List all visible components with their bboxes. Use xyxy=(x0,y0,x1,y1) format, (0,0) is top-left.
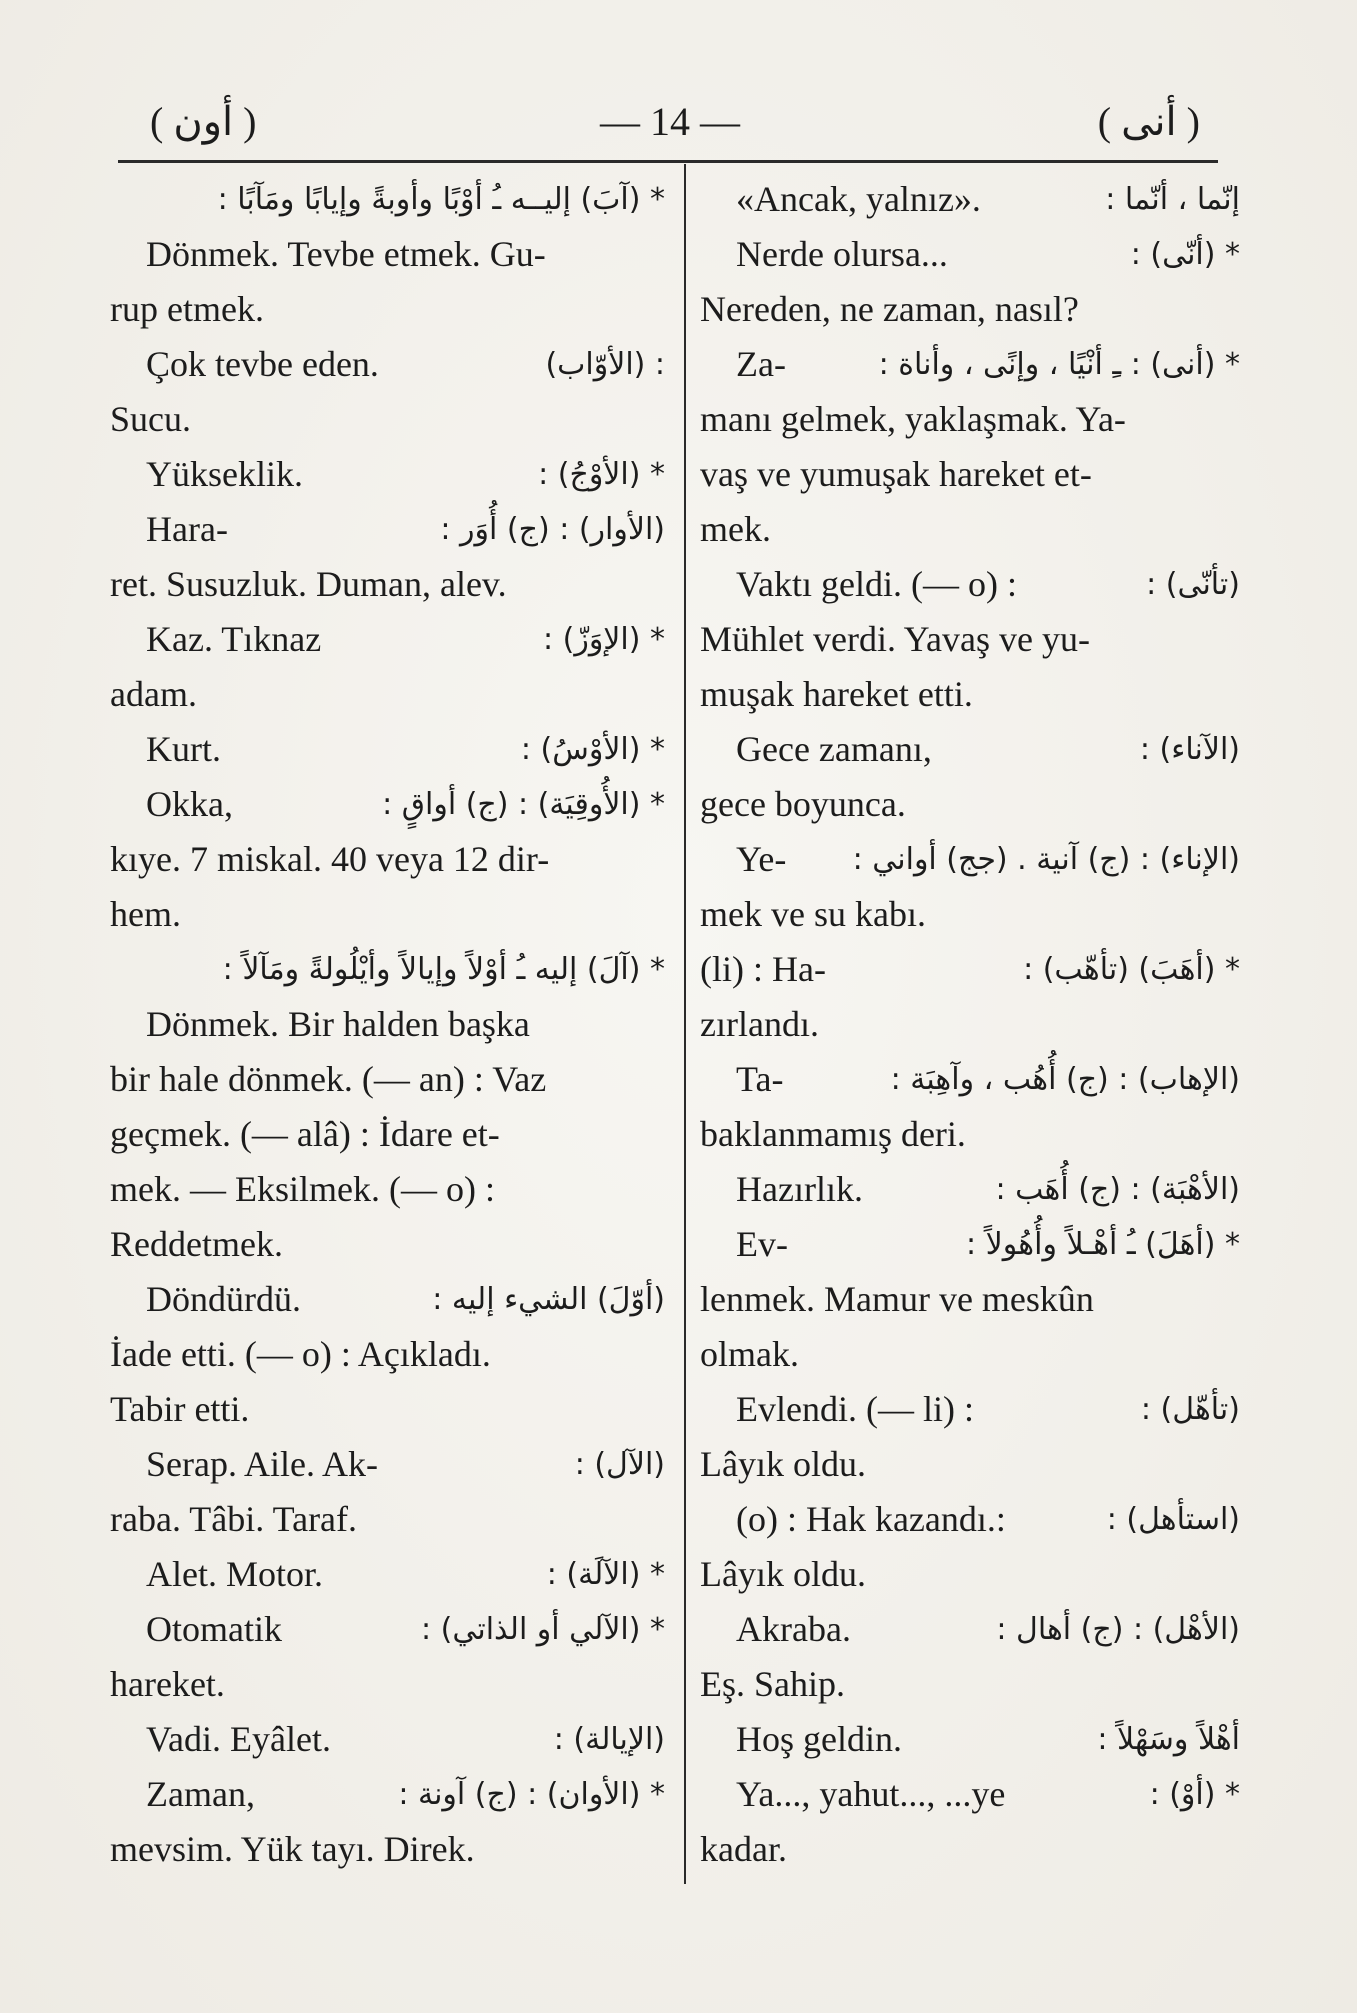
dictionary-line xyxy=(110,1767,665,1822)
arabic-headword: * (الأوْسُ) : xyxy=(520,732,665,767)
page-number: — 14 — xyxy=(600,99,740,144)
dictionary-line xyxy=(700,1217,1240,1272)
definition-text: Alet. Motor. xyxy=(146,1554,323,1594)
definition-text: kıye. 7 miskal. 40 veya 12 dir- xyxy=(110,839,550,879)
definition-text: (li) : Ha- xyxy=(700,949,826,989)
dictionary-line xyxy=(700,1382,1240,1437)
dictionary-line xyxy=(700,227,1240,282)
dictionary-line xyxy=(700,1767,1240,1822)
dictionary-line xyxy=(110,172,665,227)
dictionary-line xyxy=(110,1217,665,1272)
dictionary-line xyxy=(110,1162,665,1217)
arabic-headword: * (الآلي أو الذاتي) : xyxy=(421,1612,665,1647)
dictionary-line xyxy=(110,337,665,392)
dictionary-line xyxy=(700,337,1240,392)
definition-text: Lâyık oldu. xyxy=(700,1554,866,1594)
definition-text: kadar. xyxy=(700,1829,787,1869)
definition-text: geçmek. (— alâ) : İdare et- xyxy=(110,1114,500,1154)
dictionary-line xyxy=(700,1657,1240,1712)
arabic-headword: إنّما ، أنّما : xyxy=(1105,182,1240,217)
column-divider xyxy=(684,164,686,1884)
definition-text: Zaman, xyxy=(146,1774,255,1814)
definition-text: İade etti. (— o) : Açıkladı. xyxy=(110,1334,491,1374)
dictionary-line xyxy=(110,997,665,1052)
definition-text: Eş. Sahip. xyxy=(700,1664,846,1704)
arabic-headword: (الأهْل) : (ج) أهال : xyxy=(996,1612,1240,1647)
dictionary-line xyxy=(110,557,665,612)
dictionary-line xyxy=(110,1327,665,1382)
definition-text: lenmek. Mamur ve meskûn xyxy=(700,1279,1094,1319)
dictionary-line xyxy=(110,392,665,447)
dictionary-line xyxy=(700,172,1240,227)
definition-text: hem. xyxy=(110,894,181,934)
arabic-headword: (الآل) : xyxy=(574,1447,665,1482)
definition-text: Çok tevbe eden. xyxy=(146,344,379,384)
definition-text: Otomatik xyxy=(146,1609,282,1649)
definition-text: Evlendi. (— li) : xyxy=(736,1389,974,1429)
dictionary-line xyxy=(110,887,665,942)
arabic-headword: * (الأوْجُ) : xyxy=(538,457,665,492)
arabic-headword: * (الأُوقِيَة) : (ج) أواقٍ : xyxy=(382,787,665,822)
header-right-guide-word: ( أنى ) xyxy=(1097,99,1200,144)
definition-text: Dönmek. Bir halden başka xyxy=(146,1004,530,1044)
dictionary-line xyxy=(110,1492,665,1547)
header-rule xyxy=(118,160,1218,163)
arabic-headword: (الآناء) : xyxy=(1139,732,1240,767)
arabic-headword: أهْلاً وسَهْلاً : xyxy=(1097,1722,1240,1757)
dictionary-line xyxy=(700,282,1240,337)
arabic-headword: (الإهاب) : (ج) أُهُب ، وآهِبَة : xyxy=(890,1062,1240,1097)
definition-text: Dönmek. Tevbe etmek. Gu- xyxy=(146,234,546,274)
definition-text: Okka, xyxy=(146,784,233,824)
definition-text: Akraba. xyxy=(736,1609,851,1649)
arabic-headword: (تأنّى) : xyxy=(1146,567,1240,602)
definition-text: baklanmamış deri. xyxy=(700,1114,966,1154)
definition-text: «Ancak, yalnız». xyxy=(736,179,981,219)
dictionary-line xyxy=(110,1657,665,1712)
definition-text: Tabir etti. xyxy=(110,1389,250,1429)
dictionary-line xyxy=(700,1162,1240,1217)
definition-text: Nerde olursa... xyxy=(736,234,948,274)
definition-text: manı gelmek, yaklaşmak. Ya- xyxy=(700,399,1126,439)
definition-text: Hazırlık. xyxy=(736,1169,863,1209)
definition-text: muşak hareket etti. xyxy=(700,674,973,714)
definition-text: (o) : Hak kazandı.: xyxy=(736,1499,1006,1539)
dictionary-line xyxy=(110,1382,665,1437)
dictionary-line xyxy=(110,722,665,777)
arabic-headword: (تأهّل) : xyxy=(1140,1392,1240,1427)
dictionary-line xyxy=(700,557,1240,612)
definition-text: Ye- xyxy=(736,839,787,879)
definition-text: Ta- xyxy=(736,1059,784,1099)
dictionary-line xyxy=(110,1272,665,1327)
arabic-headword: * (أوْ) : xyxy=(1149,1777,1240,1812)
dictionary-line xyxy=(700,942,1240,997)
definition-text: Ya..., yahut..., ...ye xyxy=(736,1774,1006,1814)
arabic-headword: * (أنّى) : xyxy=(1130,237,1240,272)
arabic-headword: * (أهَبَ) (تأهّب) : xyxy=(1023,952,1240,987)
definition-text: Döndürdü. xyxy=(146,1279,301,1319)
definition-text: Lâyık oldu. xyxy=(700,1444,866,1484)
dictionary-line xyxy=(110,942,665,997)
dictionary-line xyxy=(700,612,1240,667)
dictionary-line xyxy=(110,1822,665,1877)
definition-text: bir hale dönmek. (— an) : Vaz xyxy=(110,1059,547,1099)
definition-text: Vaktı geldi. (— o) : xyxy=(736,564,1017,604)
definition-text: mevsim. Yük tayı. Direk. xyxy=(110,1829,475,1869)
arabic-headword: * (الآلَة) : xyxy=(546,1557,665,1592)
arabic-headword: : (الأوّاب) xyxy=(545,347,665,382)
definition-text: raba. Tâbi. Taraf. xyxy=(110,1499,358,1539)
arabic-headword: (الأوار) : (ج) أُوَر : xyxy=(440,512,665,547)
arabic-headword: (استأهل) : xyxy=(1106,1502,1240,1537)
definition-text: adam. xyxy=(110,674,197,714)
dictionary-line xyxy=(700,777,1240,832)
definition-text: mek. xyxy=(700,509,771,549)
arabic-headword: (الأهْبَة) : (ج) أُهَب : xyxy=(995,1172,1240,1207)
definition-text: gece boyunca. xyxy=(700,784,906,824)
definition-text: mek ve su kabı. xyxy=(700,894,926,934)
dictionary-line xyxy=(110,1052,665,1107)
dictionary-line xyxy=(110,832,665,887)
dictionary-line xyxy=(700,1602,1240,1657)
dictionary-line xyxy=(700,1822,1240,1877)
definition-text: Reddetmek. xyxy=(110,1224,283,1264)
definition-text: Hoş geldin. xyxy=(736,1719,902,1759)
arabic-headword: * (الإوَزّ) : xyxy=(542,622,665,657)
definition-text: Kaz. Tıknaz xyxy=(146,619,322,659)
dictionary-line xyxy=(700,1272,1240,1327)
definition-text: Serap. Aile. Ak- xyxy=(146,1444,378,1484)
dictionary-line xyxy=(110,667,665,722)
dictionary-line xyxy=(700,1437,1240,1492)
definition-text: vaş ve yumuşak hareket et- xyxy=(700,454,1092,494)
definition-text: Gece zamanı, xyxy=(736,729,932,769)
arabic-headword: * (أهَلَ) ـُ أهْـلاً وأُهُولاً : xyxy=(966,1227,1240,1262)
dictionary-line xyxy=(700,447,1240,502)
definition-text: Nereden, ne zaman, nasıl? xyxy=(700,289,1079,329)
definition-text: Vadi. Eyâlet. xyxy=(146,1719,331,1759)
dictionary-line xyxy=(110,227,665,282)
dictionary-line xyxy=(110,612,665,667)
definition-text: Hara- xyxy=(146,509,228,549)
dictionary-line xyxy=(700,832,1240,887)
dictionary-line xyxy=(110,447,665,502)
definition-text: zırlandı. xyxy=(700,1004,819,1044)
definition-text: olmak. xyxy=(700,1334,799,1374)
dictionary-line xyxy=(700,887,1240,942)
dictionary-line xyxy=(700,502,1240,557)
arabic-headword: * (أنى) : ـِ أنْيًا ، وإنًى ، وأناة : xyxy=(878,347,1240,382)
definition-text: Sucu. xyxy=(110,399,191,439)
arabic-headword: * (الأوان) : (ج) آونة : xyxy=(398,1777,665,1812)
definition-text: Yükseklik. xyxy=(146,454,303,494)
definition-text: Za- xyxy=(736,344,786,384)
dictionary-line xyxy=(700,1492,1240,1547)
page-header xyxy=(110,92,1230,156)
right-column xyxy=(700,172,1240,1877)
arabic-headword: (أوّلَ) الشيء إليه : xyxy=(432,1282,665,1317)
dictionary-line xyxy=(110,1547,665,1602)
left-column xyxy=(110,172,665,1877)
dictionary-line xyxy=(700,1547,1240,1602)
dictionary-line xyxy=(110,1437,665,1492)
arabic-headword: (الإناء) : (ج) آنية . (جج) أواني : xyxy=(852,842,1240,877)
dictionary-line xyxy=(700,667,1240,722)
definition-text: ret. Susuzluk. Duman, alev. xyxy=(110,564,507,604)
arabic-headword: * (آبَ) إليــه ـُ أوْبًا وأوبةً وإيابًا ومَآبًا : xyxy=(217,182,665,217)
dictionary-line xyxy=(700,1052,1240,1107)
dictionary-line xyxy=(700,722,1240,777)
definition-text: Kurt. xyxy=(146,729,221,769)
dictionary-line xyxy=(110,502,665,557)
dictionary-line xyxy=(110,1602,665,1657)
definition-text: Ev- xyxy=(736,1224,788,1264)
dictionary-line xyxy=(700,392,1240,447)
arabic-headword: (الإيالة) : xyxy=(553,1722,665,1757)
dictionary-line xyxy=(110,777,665,832)
dictionary-line xyxy=(110,1712,665,1767)
header-left-guide-word: ( أون ) xyxy=(150,99,257,144)
definition-text: rup etmek. xyxy=(110,289,264,329)
dictionary-line xyxy=(700,997,1240,1052)
dictionary-line xyxy=(110,1107,665,1162)
dictionary-line xyxy=(110,282,665,337)
definition-text: mek. — Eksilmek. (— o) : xyxy=(110,1169,495,1209)
dictionary-line xyxy=(700,1327,1240,1382)
definition-text: Mühlet verdi. Yavaş ve yu- xyxy=(700,619,1090,659)
dictionary-line xyxy=(700,1107,1240,1162)
definition-text: hareket. xyxy=(110,1664,225,1704)
arabic-headword: * (آلَ) إليه ـُ أوْلاً وإيالاً وأيْلُولةً ومَآلاً : xyxy=(222,952,665,987)
dictionary-line xyxy=(700,1712,1240,1767)
